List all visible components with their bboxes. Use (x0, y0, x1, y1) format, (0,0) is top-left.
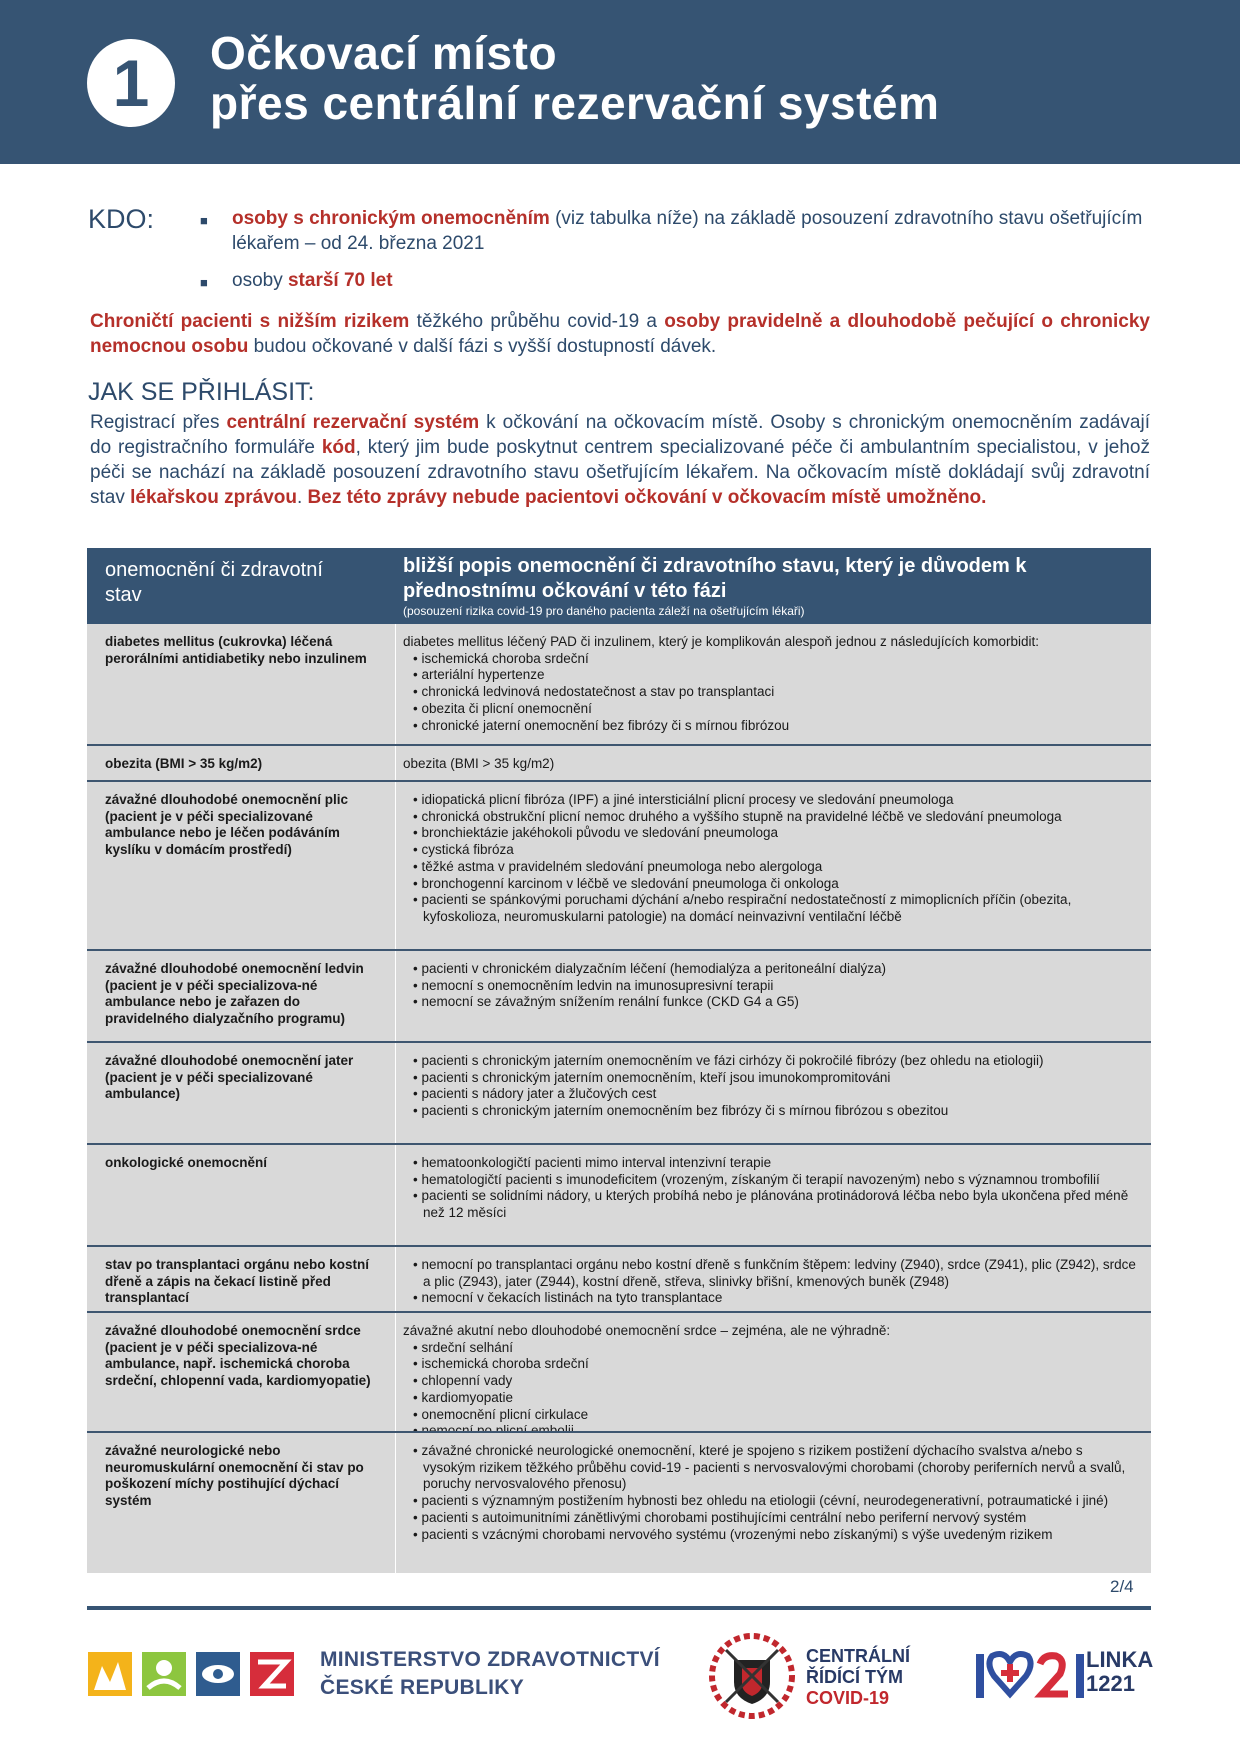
description-list (403, 1053, 1138, 1120)
kdo-item-2-highlight: starší 70 let (287, 270, 393, 291)
list-item: • těžké astma v pravidelném sledování pneumologa nebo alergologa (403, 859, 1138, 876)
list-item: • nemocní v čekacích listinách na tyto transplantace (403, 1290, 1138, 1307)
description-intro: závažné akutní nebo dlouhodobé onemocnění srdce – zejména, ale ne výhradně: (403, 1323, 891, 1338)
kdo-label: KDO: (88, 204, 155, 234)
list-item: • pacienti se spánkovými poruchami dýchání a/nebo respirační nedostatečností z mimoplicních příčin (obezita, kyfoskolioza, neuromuskularni patologie) na domácí neinvazivní ventilační léčbě (403, 892, 1138, 925)
description-intro: diabetes mellitus léčený PAD či inzulinem, který je komplikován alespoň jednou z následujících komorbidit: (403, 634, 1040, 649)
column-divider (395, 1313, 396, 1431)
table-row (87, 744, 1151, 780)
list-item: • onemocnění plicní cirkulace (403, 1407, 1138, 1424)
jak-text: . (296, 487, 308, 508)
list-item: • nemocní se závažným snížením renální funkce (CKD G4 a G5) (403, 994, 1138, 1011)
title-line-2: přes centrální rezervační systém (210, 77, 940, 129)
jak-highlight: kód (321, 437, 356, 458)
list-item: • arteriální hypertenze (403, 667, 1138, 684)
table-header-col-2-note: (posouzení rizika covid-19 pro daného pacienta záleží na ošetřujícím lékaři) (403, 604, 805, 618)
list-item: • pacienti se solidními nádory, u kterých probíhá nebo je plánována protinádorová léčba nebo byla ukončena před méně než 12 měsíci (403, 1188, 1138, 1221)
description-cell (403, 792, 1138, 926)
table-header (87, 548, 1151, 624)
condition-cell: závažné dlouhodobé onemocnění ledvin (pacient je v péči specializova-né ambulance nebo je zařazen do pravidelného dialyzačního programu) (105, 961, 364, 1027)
kdo-item-1-highlight: osoby s chronickým onemocněním (232, 208, 550, 229)
table-row (87, 780, 1151, 949)
section-number-badge: 1 (87, 39, 175, 127)
linka-name (1086, 1648, 1153, 1696)
jak-heading: JAK SE PŘIHLÁSIT: (88, 378, 315, 406)
table-row (87, 624, 1151, 744)
list-item: • bronchiektázie jakéhokoli původu ve sledování pneumologa (403, 825, 1138, 842)
kdo-item-1 (232, 206, 1152, 256)
list-item: • pacienti s chronickým jaterním onemocněním, kteří jsou imunokompromitováni (403, 1070, 1138, 1087)
header-banner (0, 0, 1240, 164)
page-number: 2/4 (1110, 1577, 1134, 1596)
conditions-table (87, 548, 1151, 1573)
column-divider (395, 951, 396, 1041)
description-cell (403, 1053, 1138, 1120)
ministry-name (320, 1646, 660, 1702)
list-item: • srdeční selhání (403, 1340, 1138, 1357)
list-item: • chlopenní vady (403, 1373, 1138, 1390)
jak-text: , který jim bude poskytnut centrem specializované péče či ambulantním specialistou, v jehož péči se nachází na základě posouzení zdravotního stavu ošetřujícím lékařem. Na očkovacím místě dokládají svůj zdravotní stav (90, 437, 1150, 508)
column-divider (395, 1043, 396, 1143)
ministry-logo-icon (88, 1650, 298, 1698)
title-line-1: Očkovací místo (210, 27, 558, 79)
table-row (87, 949, 1151, 1041)
column-divider (395, 1247, 396, 1311)
list-item: • hematologičtí pacienti s imunodeficitem (vrozeným, získaným či terapií navozeným) nebo s významnou trombofilií (403, 1172, 1138, 1189)
list-item: • ischemická choroba srdeční (403, 651, 1138, 668)
risk-highlight-2: osoby pravidelně a dlouhodobě pečující o chronicky nemocnou osobu (90, 311, 1150, 357)
description-cell (403, 961, 1138, 1011)
description-list (403, 651, 1138, 735)
description-list (403, 792, 1138, 926)
description-list (403, 1257, 1138, 1307)
ministry-line-1: MINISTERSTVO ZDRAVOTNICTVÍ (320, 1648, 660, 1671)
column-divider (395, 1433, 396, 1573)
bullet-square-icon: ■ (200, 213, 208, 228)
linka-line-2: 1221 (1086, 1671, 1135, 1696)
risk-text-2: budou očkované v další fázi s vyšší dostupností dávek. (248, 336, 717, 357)
condition-cell: závažné dlouhodobé onemocnění plic (pacient je v péči specializované ambulance nebo je léčen podáváním kyslíku v domácím prostředí) (105, 792, 349, 858)
condition-cell: závažné dlouhodobé onemocnění jater (pacient je v péči specializované ambulance) (105, 1053, 354, 1102)
list-item: • pacienti s významným postižením hybnosti bez ohledu na etiologii (cévní, neurodegenerativní, potraumatické i jiné) (403, 1493, 1138, 1510)
list-item: • chronické jaterní onemocnění bez fibrózy či s mírnou fibrózou (403, 718, 1138, 735)
linka-line-1: LINKA (1086, 1647, 1154, 1672)
list-item: • idiopatická plicní fibróza (IPF) a jiné intersticiální plicní procesy ve sledování pneumologa (403, 792, 1138, 809)
description-list (403, 1155, 1138, 1222)
table-body (87, 624, 1151, 1573)
list-item: • pacienti s chronickým jaterním onemocněním bez fibrózy či s mírnou fibrózou s obezitou (403, 1103, 1138, 1120)
condition-cell: závažné dlouhodobé onemocnění srdce (pacient je v péči specializova-né ambulance, např. ischemická choroba srdeční, chlopenní vada, kardiomyopatie) (105, 1323, 371, 1389)
list-item: • pacienti s nádory jater a žlučových cest (403, 1086, 1138, 1103)
description-cell (403, 634, 1138, 734)
description-list (403, 961, 1138, 1011)
list-item: • chronická obstrukční plicní nemoc druhého a vyššího stupně na pravidelné léčbě ve sledování pneumologa (403, 809, 1138, 826)
table-row (87, 1041, 1151, 1143)
list-item: • kardiomyopatie (403, 1390, 1138, 1407)
table-row (87, 1431, 1151, 1573)
column-divider (395, 1145, 396, 1245)
description-list (403, 1443, 1138, 1543)
description-cell (403, 1257, 1138, 1307)
crt-emblem-icon (708, 1632, 796, 1720)
list-item: • bronchogenní karcinom v léčbě ve sledování pneumologa či onkologa (403, 876, 1138, 893)
description-cell (403, 1323, 1138, 1440)
list-item: • ischemická choroba srdeční (403, 1356, 1138, 1373)
jak-paragraph (90, 410, 1150, 510)
jak-text: Registrací přes (90, 412, 227, 433)
ministry-line-2: ČESKÉ REPUBLIKY (320, 1676, 525, 1699)
page-title (210, 28, 939, 128)
condition-cell: stav po transplantaci orgánu nebo kostní dřeně a zápis na čekací listině před transplantací (105, 1257, 370, 1306)
column-divider (395, 624, 396, 744)
list-item: • hematoonkologičtí pacienti mimo interval intenzivní terapie (403, 1155, 1138, 1172)
condition-cell: závažné neurologické nebo neuromuskulární onemocnění či stav po poškození míchy postihující dýchací systém (105, 1443, 364, 1509)
kdo-item-2-text: osoby (232, 270, 288, 291)
footer-divider (87, 1606, 1151, 1610)
list-item: • závažné chronické neurologické onemocnění, které je spojeno s rizikem postižení dýchacího svalstva a/nebo s vysokým rizikem těžkého průběhu covid-19 - pacienti s nervosvalovými chorobami (choroby periferních nervů a svalů, poruchy nervosvalového přenosu) (403, 1443, 1138, 1493)
list-item: • pacienti v chronickém dialyzačním léčení (hemodialýza a peritoneální dialýza) (403, 961, 1138, 978)
list-item: • nemocní s onemocněním ledvin na imunosupresivní terapii (403, 978, 1138, 995)
condition-cell: obezita (BMI > 35 kg/m2) (105, 756, 263, 771)
table-header-col-2-title: bližší popis onemocnění či zdravotního stavu, který je důvodem k přednostnímu očkování v této fázi (403, 555, 1027, 602)
crt-line-1: CENTRÁLNÍ (806, 1646, 910, 1666)
linka-logo-icon (974, 1650, 1092, 1702)
jak-text: k očkování na očkovacím místě. Osoby s chronickým onemocněním zadávají do registračního formuláře (90, 412, 1151, 458)
list-item: • chronická ledvinová nedostatečnost a stav po transplantaci (403, 684, 1138, 701)
crt-line-2: ŘÍDÍCÍ TÝM (806, 1667, 903, 1687)
table-row (87, 1143, 1151, 1245)
table-row (87, 1245, 1151, 1311)
description-intro: obezita (BMI > 35 kg/m2) (403, 756, 555, 771)
column-divider (395, 782, 396, 949)
kdo-item-2 (232, 268, 1152, 293)
description-cell (403, 1443, 1138, 1543)
description-cell (403, 756, 1138, 773)
bullet-square-icon: ■ (200, 275, 208, 290)
kdo-item-1-text: (viz tabulka níže) na základě posouzení zdravotního stavu ošetřujícím lékařem – od 24. března 2021 (232, 208, 1143, 254)
crt-line-3: COVID-19 (806, 1688, 890, 1708)
condition-cell: diabetes mellitus (cukrovka) léčená perorálními antidiabetiky nebo inzulinem (105, 634, 367, 666)
table-header-col-2 (403, 554, 1143, 618)
list-item: • pacienti s autoimunitními zánětlivými chorobami postihujícími centrální nebo periferní nervový systém (403, 1510, 1138, 1527)
table-row (87, 1311, 1151, 1431)
list-item: • pacienti s chronickým jaterním onemocněním ve fázi cirhózy či pokročilé fibrózy (bez ohledu na etiologii) (403, 1053, 1138, 1070)
crt-name (806, 1646, 910, 1709)
jak-highlight: Bez této zprávy nebude pacientovi očkování v očkovacím místě umožněno. (307, 487, 987, 508)
description-cell (403, 1155, 1138, 1222)
condition-cell: onkologické onemocnění (105, 1155, 268, 1170)
list-item: • cystická fibróza (403, 842, 1138, 859)
list-item: • obezita či plicní onemocnění (403, 701, 1138, 718)
table-header-col-1: onemocnění či zdravotní stav (105, 559, 323, 606)
jak-highlight: centrální rezervační systém (226, 412, 480, 433)
description-list (403, 1340, 1138, 1440)
jak-highlight: lékařskou zprávou (130, 487, 297, 508)
risk-highlight-1: Chroničtí pacienti s nižším rizikem (90, 311, 410, 332)
list-item: • pacienti s vzácnými chorobami nervového systému (vrozenými nebo získanými) s výše uvedeným rizikem (403, 1527, 1138, 1544)
column-divider (395, 746, 396, 780)
list-item: • nemocní po transplantaci orgánu nebo kostní dřeně s funkčním štěpem: ledviny (Z940), srdce (Z941), plic (Z942), srdce a plic (Z943), jater (Z944), kostní dřeně, střeva, slinivky břišní, kmenových buněk (Z948) (403, 1257, 1138, 1290)
risk-text-1: těžkého průběhu covid-19 a (409, 311, 665, 332)
risk-paragraph (90, 309, 1150, 359)
